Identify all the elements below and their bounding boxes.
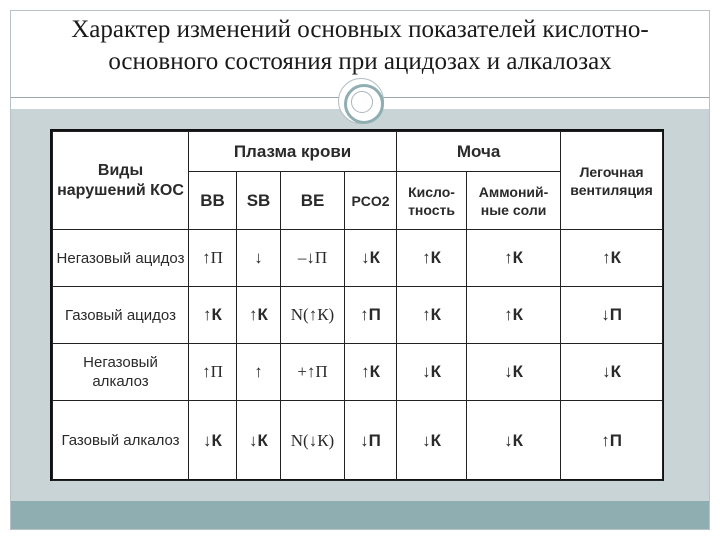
header-pco2: PCO2 [345, 172, 397, 230]
header-bb: BB [189, 172, 237, 230]
acid-base-table [50, 129, 664, 481]
row-label: Негазовый ацидоз [53, 230, 189, 287]
cell-acidity: ↑К [397, 287, 467, 344]
cell-ammonium: ↓К [467, 344, 561, 401]
cell-lung: ↑К [561, 230, 663, 287]
header-ammonium: Аммоний-ные соли [467, 172, 561, 230]
table [52, 131, 663, 481]
cell-bb: ↑П [189, 344, 237, 401]
cell-acidity: ↑К [397, 230, 467, 287]
row-label: Газовый ацидоз [53, 287, 189, 344]
cell-be: +↑П [281, 344, 345, 401]
cell-bb: ↓К [189, 401, 237, 481]
cell-lung: ↑П [561, 401, 663, 481]
table-row [53, 401, 663, 481]
table-row [53, 287, 663, 344]
slide-title-line-1: Характер изменений основных показателей кислотно- [71, 16, 649, 43]
cell-ammonium: ↑К [467, 230, 561, 287]
cell-sb: ↑ [237, 344, 281, 401]
cell-bb: ↑П [189, 230, 237, 287]
cell-be: –↓П [281, 230, 345, 287]
header-row-1 [53, 132, 663, 172]
cell-ammonium: ↑К [467, 287, 561, 344]
cell-pco2: ↑П [345, 287, 397, 344]
cell-pco2: ↑К [345, 344, 397, 401]
header-acidity: Кисло-тность [397, 172, 467, 230]
header-kinds: Виды нарушений КОС [53, 132, 189, 230]
cell-be: N(↑К) [281, 287, 345, 344]
cell-bb: ↑К [189, 287, 237, 344]
footer-bar [11, 501, 709, 529]
cell-lung: ↓К [561, 344, 663, 401]
header-be: BE [281, 172, 345, 230]
cell-be: N(↓К) [281, 401, 345, 481]
cell-acidity: ↓К [397, 401, 467, 481]
cell-sb: ↓К [237, 401, 281, 481]
header-urine: Моча [397, 132, 561, 172]
cell-sb: ↑К [237, 287, 281, 344]
cell-pco2: ↓П [345, 401, 397, 481]
table-row [53, 344, 663, 401]
cell-ammonium: ↓К [467, 401, 561, 481]
slide-title-line-2: основного состояния при ацидозах и алкалозах [108, 48, 612, 75]
row-label: Газовый алкалоз [53, 401, 189, 481]
table-row [53, 230, 663, 287]
row-label: Негазовый алкалоз [53, 344, 189, 401]
header-plasma: Плазма крови [189, 132, 397, 172]
circle-ornament-icon [338, 78, 384, 124]
header-sb: SB [237, 172, 281, 230]
cell-sb: ↓ [237, 230, 281, 287]
header-lung-ventilation: Легочная вентиляция [561, 132, 663, 230]
cell-lung: ↓П [561, 287, 663, 344]
cell-pco2: ↓К [345, 230, 397, 287]
slide-title [10, 14, 710, 78]
cell-acidity: ↓К [397, 344, 467, 401]
